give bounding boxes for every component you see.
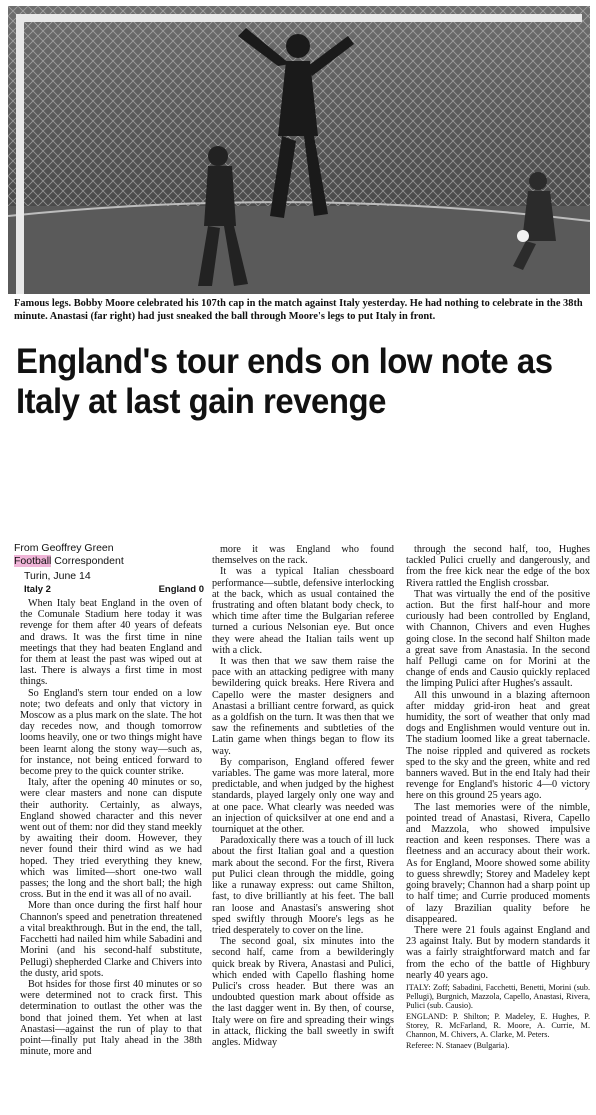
goal-net-photo-icon [8, 6, 590, 294]
paragraph: Italy, after the opening 40 minutes or so, were clear masters and none can dispute their authority. Certainly, as always, England showed character and this never went out of them: nor did they stand meekly by awaiting their doom. However, they never found their third wind as we had hoped. They tried everything they knew, which was limited—short one-two wall passes; the long and the short ball; the high cross. But in the end it was all of no avail. [20, 777, 202, 901]
score-away: England 0 [158, 584, 204, 595]
article-column-3 [406, 544, 590, 1113]
paragraph: more it was England who found themselves on the rack. [212, 544, 394, 567]
paragraph: When Italy beat England in the oven of the Comunale Stadium here today it was revenge for them after 40 years of defeats and draws. It was the first time in nine meetings that they had beaten England and for them at least the past was wiped out at last. There is always a first time in most things. [20, 598, 202, 688]
paragraph: The second goal, six minutes into the second half, came from a bewilderingly quick break by Rivera, Anastasi and Pulici, which ended with Capello flashing home Pulici's cross header. But there was an undoubted question mark about offside as the last dagger went in. By then, of course, Italy were on fire and spreading their wings in attack, flicking the ball sweetly in swift angles. Midway [212, 936, 394, 1048]
highlighted-word: Football [14, 555, 52, 567]
photo-caption: Famous legs. Bobby Moore celebrated his 107th cap in the match against Italy yesterday. He had nothing to celebrate in the 38th minute. Anastasi (far right) had just sneaked the ball through Moore's legs to put Italy in front. [14, 298, 583, 322]
byline-role-rest: Correspondent [51, 555, 124, 567]
paragraph: That was virtually the end of the positive action. But the first half-hour and more curiously had been controlled by England, with Channon, Chivers and even Hughes going close. In the second half Shilton made a great save from Anastasia. In the second half Pellugi came on for Morini at the change of ends and Causio quickly replaced the limping Pulici after Hughes's assault. [406, 588, 590, 690]
paragraph: By comparison, England offered fewer variables. The game was more lateral, more predictable, and when judged by the highest standards, played largely only one way and at one pace. What clearly was needed was an injection of quicksilver at one end and a tourniquet at the other. [212, 756, 394, 836]
match-photo [8, 6, 590, 294]
dateline: Turin, June 14 [24, 570, 91, 582]
paragraph: The last memories were of the nimble, pointed tread of Anastasi, Rivera, Capello and Mazzola, who showed impulsive reaction and keen responses. There was a fleetness and an accuracy about their work. As for England, Moore showed some ability to guess shrewdly; Storey and Madeley kept going bravely; Channon had a sharp point up to half time; and Currie produced moments of lazy Brazilian quality before he disappeared. [406, 801, 590, 925]
paragraph: It was a typical Italian chessboard performance—subtle, defensive interlocking at the back, which as usual contained the frustrating and often blatant body check, to which time after time the Bulgarian referee turned a curious Nelsonian eye. But once they were ahead the Italian tails went up with a click. [212, 566, 394, 656]
byline-author: From Geoffrey Green [14, 542, 114, 554]
referee-line: Referee: N. Stanaev (Bulgaria). [406, 1040, 510, 1050]
score-home: Italy 2 [24, 584, 51, 595]
headline: England's tour ends on low note as Italy at last gain revenge [16, 342, 553, 421]
score-line [24, 584, 204, 595]
lineup-england: ENGLAND: P. Shilton; P. Madeley, E. Hughes, P. Storey, R. McFarland, R. Moore, A. Currie, M. Channon, M. Chivers, A. Clarke, M. Peters. [406, 1011, 590, 1039]
paragraph: All this unwound in a blazing afternoon after midday grid-iron heat and great humidity, the sort of weather that only mad dogs and Englishmen would venture out in. The stadium loomed like a great tabernacle. The noise rippled and quivered as rockets sped to the sky and the green, white and red banners waved. But in the end Italy had their revenge for England's historic 4—0 victory here on this ground 25 years ago. [406, 689, 590, 802]
lineup-italy: ITALY: Zoff; Sabadini, Facchetti, Benetti, Morini (sub. Pellugi), Burgnich, Mazzola, Capello, Anastasi, Rivera, Pulici (sub. Causio). [406, 982, 590, 1010]
byline-role [14, 555, 194, 567]
paragraph: More than once during the first half hour Channon's speed and penetration threatened a vital breakthrough. But in the end, the tall, Facchetti had nailed him while Sabadini and Morini (and his second-half substitute, Pellugi) shepherded Clarke and Chivers into the dusty, arid spots. [20, 900, 202, 979]
team-lineups [406, 983, 590, 1050]
paragraph: Paradoxically there was a touch of ill luck about the first Italian goal and a question mark about the second. For the first, Rivera put Pulici clean through the middle, going like a runaway express: out came Shilton, fast, to dive brilliantly at his feet. The ball ran loose and Anastasi's answering shot sped swiftly through Moore's legs as he tried desperately to cover on the line. [212, 835, 394, 936]
paragraph: Bot hsides for those first 40 minutes or so were determined not to crack first. This determination to outlast the other was the bond that joined them. Yet when at last Anastasi—against the run of play to that point—finally put Italy ahead in the 38th minute, more and [20, 978, 202, 1058]
paragraph: through the second half, too, Hughes tackled Pulici cruelly and dangerously, and from the free kick near the edge of the box Rivera rattled the English crossbar. [406, 544, 590, 589]
paragraph: It was then that we saw them raise the pace with an attacking pedigree with many bewildering quick breaks. Here Rivera and Capello were the master designers and Anastasi a brilliant centre forward, as quick as a goldfish on the turn. It was then that we saw the refinements and subtleties of the Latin game when things began to flow its way. [212, 656, 394, 757]
paragraph: So England's stern tour ended on a low note; two defeats and only that victory in Moscow as a plus mark on the slate. The hot day recedes now, and though tomorrow looms heavily, one or two things might have been learnt along the stony way—such as, for instance, not being enticed forward to become prey to the quick counter strike. [20, 687, 202, 778]
paragraph: There were 21 fouls against England and 23 against Italy. But by modern standards it was a fairly straightforward match and far from the echo of the battle of Highbury nearly 40 years ago. [406, 924, 590, 981]
article-column-2 [212, 544, 394, 1113]
article-column-1 [20, 598, 202, 1113]
